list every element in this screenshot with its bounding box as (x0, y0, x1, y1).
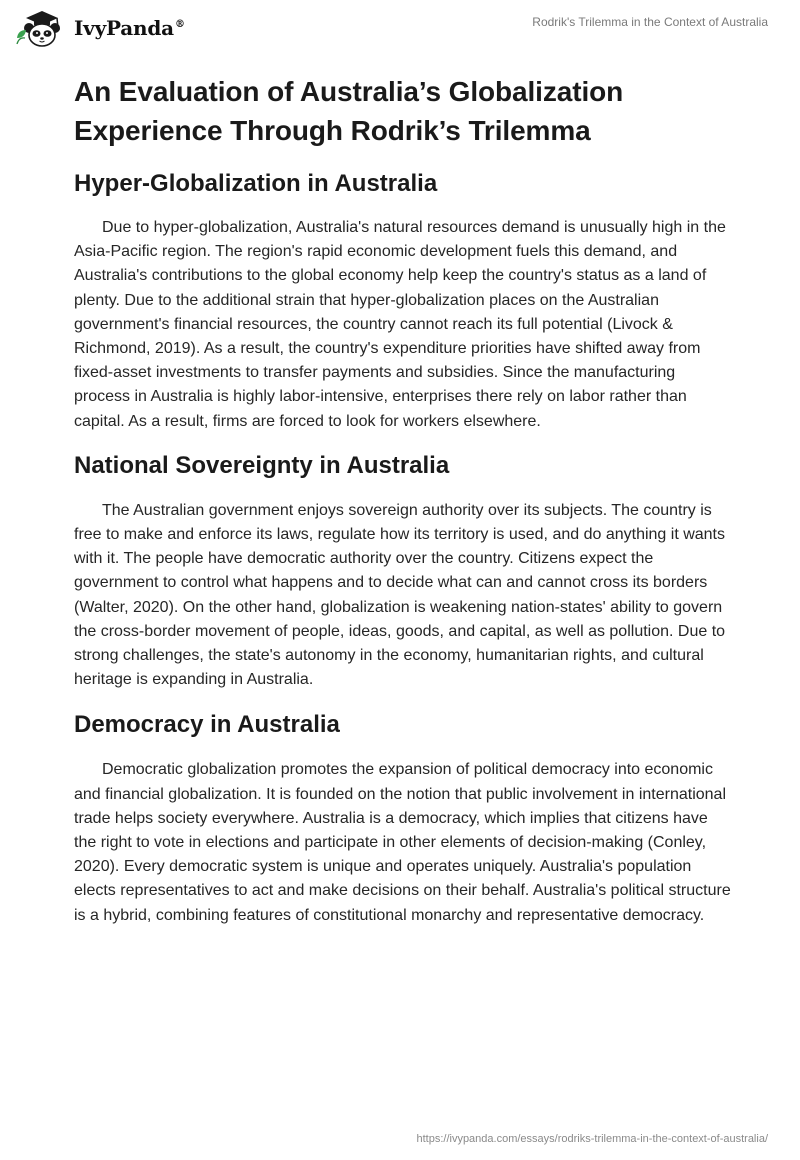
article-title: An Evaluation of Australia’s Globalization Experience Through Rodrik’s Trilemma (74, 76, 624, 146)
ivypanda-logo[interactable] (14, 8, 185, 48)
section-paragraph-national-sovereignty: The Australian government enjoys sovereign authority over its subjects. The country is free to make and enforce its laws, regulate how its territory is used, and do anything it wants with it. The people have democratic authority over the country. Citizens expect the government to control what happens and to decide what can and cannot cross its borders (Walter, 2020). On the other hand, globalization is weakening nation-states' ability to govern the cross-border movement of people, ideas, goods, and capital, as well as pollution. Due to strong challenges, the state's autonomy in the economy, humanitarian rights, and cultural heritage is expanding in Australia. (74, 501, 726, 689)
section-paragraph-democracy: Democratic globalization promotes the expansion of political democracy into economic and financial globalization. It is founded on the notion that public involvement in international trade helps society everywhere. Australia is a democracy, which implies that citizens have the right to vote in elections and participate in other elements of decision-making (Conley, 2020). Every democratic system is unique and operates uniquely. Australia's population elects representatives to act and make decisions on their behalf. Australia's political structure is a hybrid, combining features of constitutional monarchy and representative democracy. (74, 761, 731, 924)
section-paragraph-hyper-globalization: Due to hyper-globalization, Australia's natural resources demand is unusually high in the Asia-Pacific region. The region's rapid economic development fuels this demand, and Australia's contributions to the global economy help keep the country's status as a land of plenty. Due to the additional strain that hyper-globalization places on the Australian government's financial resources, the country cannot reach its full potential (Livock & Richmond, 2019). As a result, the country's expenditure priorities have shifted away from fixed-asset investments to transfer payments and subsidies. Since the manufacturing process in Australia is highly labor-intensive, enterprises there rely on labor rather than capital. As a result, firms are forced to look for workers elsewhere. (74, 219, 726, 430)
panda-graduate-icon (14, 8, 70, 48)
section-heading-democracy: Democracy in Australia (74, 711, 340, 739)
running-title: Rodrik's Trilemma in the Context of Australia (532, 15, 768, 29)
section-heading-national-sovereignty: National Sovereignty in Australia (74, 451, 450, 479)
section-heading-hyper-globalization: Hyper-Globalization in Australia (74, 170, 438, 197)
logo-wordmark: IvyPanda® (74, 16, 185, 40)
source-url-link[interactable]: https://ivypanda.com/essays/rodriks-trilemma-in-the-context-of-australia/ (416, 1133, 768, 1145)
article-body (74, 72, 734, 928)
page-header (0, 0, 800, 60)
